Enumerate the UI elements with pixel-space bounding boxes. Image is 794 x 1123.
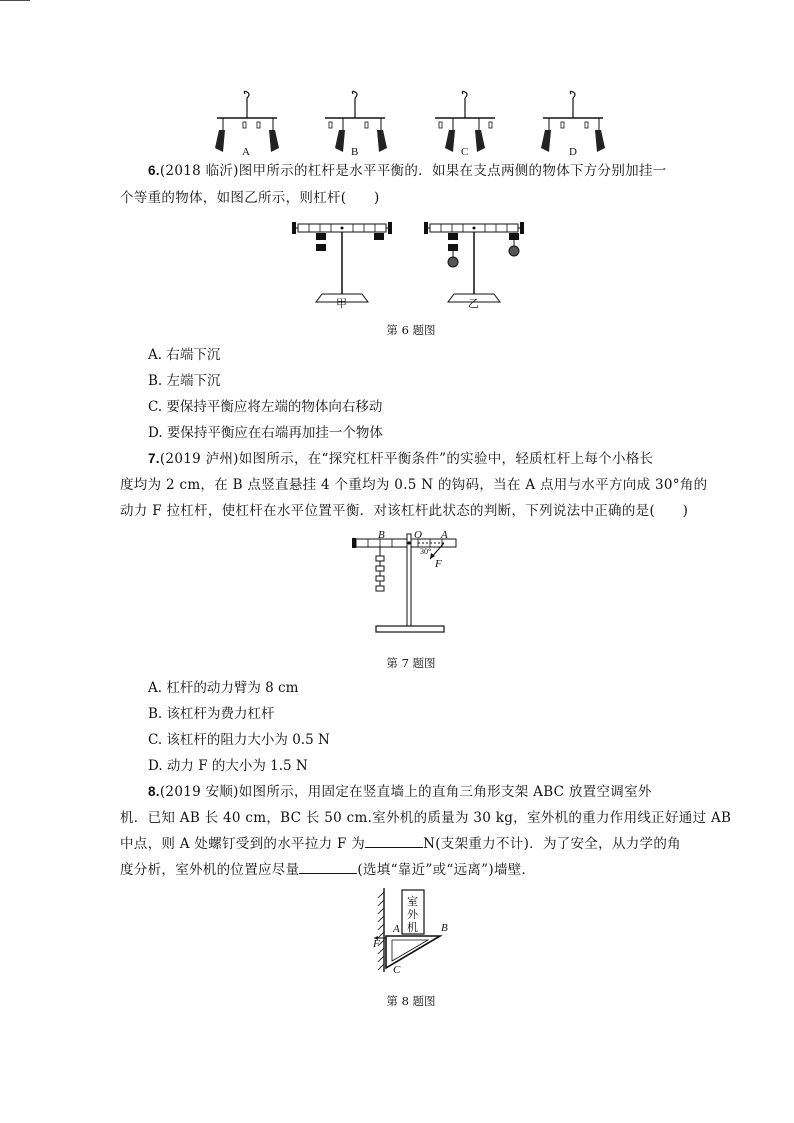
q6-option-a: A. 右端下沉: [148, 347, 221, 363]
q8-caption: 第 8 题图: [386, 994, 436, 1008]
top-lever-figure: [0, 0, 794, 160]
q8-unit-char-1: 室: [407, 896, 418, 908]
q8-text-4a: 度分析，室外机的位置应尽量: [120, 862, 300, 878]
q6-source: (2018 临沂): [159, 163, 239, 179]
q7-text-1: 如图所示，在“探究杠杆平衡条件”的实验中，轻质杠杆上每个小格长: [238, 451, 654, 467]
q7-option-b: B. 该杠杆为费力杠杆: [148, 706, 275, 722]
q7-label-f: F: [435, 558, 442, 570]
q7-caption: 第 7 题图: [386, 656, 436, 670]
q8-answer-blank-2[interactable]: [299, 859, 357, 874]
q6-line1: [148, 158, 667, 184]
lever-stand-yi: [424, 222, 524, 302]
q7-figure: [352, 528, 472, 638]
q7-line1: [148, 446, 653, 472]
q6-option-d: D. 要保持平衡应在右端再加挂一个物体: [148, 425, 383, 441]
label-b: B: [351, 146, 359, 158]
label-d: D: [569, 146, 577, 158]
lever-stand-jia: [292, 222, 392, 302]
q7-option-d: D. 动力 F 的大小为 1.5 N: [148, 758, 308, 774]
q7-line3: 动力 F 拉杠杆，使杠杆在水平位置平衡．对该杠杆此状态的判断，下列说法中正确的是( ): [120, 503, 689, 519]
q7-option-c: C. 该杠杆的阻力大小为 0.5 N: [148, 732, 330, 748]
label-c: C: [461, 146, 469, 158]
q6-option-b: B. 左端下沉: [148, 373, 221, 389]
q6-caption: 第 6 题图: [386, 323, 436, 337]
q7-option-a: A. 杠杆的动力臂为 8 cm: [148, 680, 299, 696]
q8-unit-char-3: 机: [407, 922, 418, 934]
q8-text-3a: 中点，则 A 处螺钉受到的水平拉力 F 为: [120, 836, 366, 852]
q8-text-1: 如图所示，用固定在竖直墙上的直角三角形支架 ABC 放置空调室外: [238, 784, 652, 800]
q8-label-a: A: [393, 923, 400, 935]
q6-line2: 个等重的物体，如图乙所示，则杠杆( ): [120, 190, 380, 206]
q7-label-b: B: [378, 529, 385, 541]
q8-line2: 机．已知 AB 长 40 cm，BC 长 50 cm.室外机的质量为 30 kg，室外机的重力作用线正好通过 AB: [120, 810, 732, 826]
q8-line3: [120, 831, 681, 857]
q7-label-angle: 30°: [420, 547, 432, 556]
q8-unit-char-2: 外: [407, 909, 418, 921]
q6-text-1: 图甲所示的杠杆是水平平衡的．如果在支点两侧的物体下方分别加挂一: [238, 163, 667, 179]
q7-source: (2019 泸州): [159, 451, 239, 467]
q6-option-c: C. 要保持平衡应将左端的物体向右移动: [148, 399, 383, 415]
lever-option-a: [212, 92, 282, 152]
lever-option-d: [538, 92, 608, 152]
q6-label-yi: 乙: [468, 298, 479, 310]
lever-option-c: [430, 92, 500, 152]
q6-number: 6.: [148, 163, 160, 178]
lever-option-b: [320, 92, 390, 152]
q8-line4: [120, 857, 535, 883]
q6-figure: [288, 212, 528, 317]
q8-label-f: F: [373, 938, 380, 950]
q8-number: 8.: [148, 784, 160, 799]
q7-label-a: A: [441, 529, 448, 541]
q8-source: (2019 安顺): [159, 784, 239, 800]
q8-answer-blank-1[interactable]: [365, 833, 423, 848]
q8-line1: [148, 779, 652, 805]
q8-text-3b: N(支架重力不计)．为了安全，从力学的角: [423, 836, 681, 852]
q6-label-jia: 甲: [336, 298, 347, 310]
q8-label-c: C: [393, 964, 401, 976]
q7-line2: 度均为 2 cm，在 B 点竖直悬挂 4 个重均为 0.5 N 的钩码，当在 A 点用与水平方向成 30°角的: [120, 477, 708, 493]
q7-number: 7.: [148, 451, 160, 466]
q8-text-4b: (选填“靠近”或“远离”)墙壁．: [357, 862, 536, 878]
label-a: A: [242, 146, 250, 158]
q7-label-o: O: [414, 529, 422, 541]
q8-label-b: B: [441, 922, 448, 934]
